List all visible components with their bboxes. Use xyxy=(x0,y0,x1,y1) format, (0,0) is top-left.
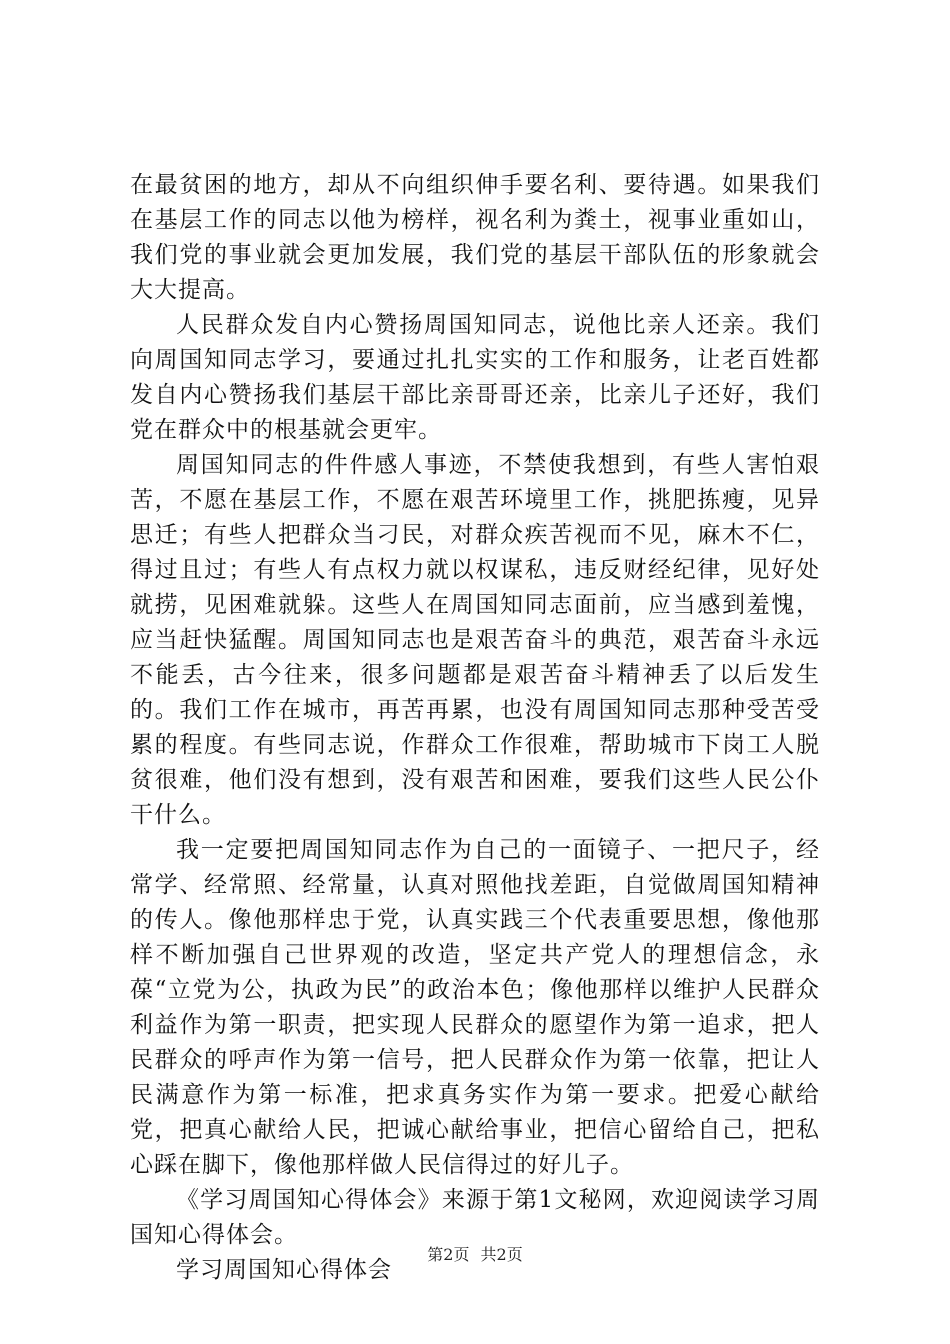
paragraph: 我一定要把周国知同志作为自己的一面镜子、一把尺子，经常学、经常照、经常量，认真对照他找差距，自觉做周国知精神的传人。像他那样忠于党，认真实践三个代表重要思想，像他那样不断加强自己世界观的改造，坚定共产党人的理想信念，永葆“立党为公，执政为民”的政治本色；像他那样以维护人民群众利益作为第一职责，把实现人民群众的愿望作为第一追求，把人民群众的呼声作为第一信号，把人民群众作为第一依靠，把让人民满意作为第一标准，把求真务实作为第一要求。把爱心献给党，把真心献给人民，把诚心献给事业，把信心留给自己，把私心踩在脚下，像他那样做人民信得过的好儿子。 xyxy=(130,837,820,1178)
paragraph: 周国知同志的件件感人事迹，不禁使我想到，有些人害怕艰苦，不愿在基层工作，不愿在艰苦环境里工作，挑肥拣瘦，见异思迁；有些人把群众当刁民，对群众疾苦视而不见，麻木不仁，得过且过；有些人有点权力就以权谋私，违反财经纪律，见好处就捞，见困难就躲。这些人在周国知同志面前，应当感到羞愧，应当赶快猛醒。周国知同志也是艰苦奋斗的典范，艰苦奋斗永远不能丢，古今往来，很多问题都是艰苦奋斗精神丢了以后发生的。我们工作在城市，再苦再累，也没有周国知同志那种受苦受累的程度。有些同志说，作群众工作很难，帮助城市下岗工人脱贫很难，他们没有想到，没有艰苦和困难，要我们这些人民公仆干什么。 xyxy=(130,452,820,828)
page-number-current: 第2页 xyxy=(427,1245,470,1264)
paragraph-continuation: 在最贫困的地方，却从不向组织伸手要名利、要待遇。如果我们在基层工作的同志以他为榜样，视名利为粪土，视事业重如山，我们党的事业就会更加发展，我们党的基层干部队伍的形象就会大大提高。 xyxy=(130,172,820,303)
document-body xyxy=(130,168,820,1288)
source-note: 《学习周国知心得体会》来源于第1文秘网，欢迎阅读学习周国知心得体会。 xyxy=(130,1187,820,1248)
next-title: 学习周国知心得体会 xyxy=(176,1257,392,1283)
page-footer xyxy=(0,1245,950,1265)
paragraph: 人民群众发自内心赞扬周国知同志，说他比亲人还亲。我们向周国知同志学习，要通过扎扎实实的工作和服务，让老百姓都发自内心赞扬我们基层干部比亲哥哥还亲，比亲儿子还好，我们党在群众中的根基就会更牢。 xyxy=(130,312,820,443)
page-number-total: 共2页 xyxy=(480,1245,523,1264)
